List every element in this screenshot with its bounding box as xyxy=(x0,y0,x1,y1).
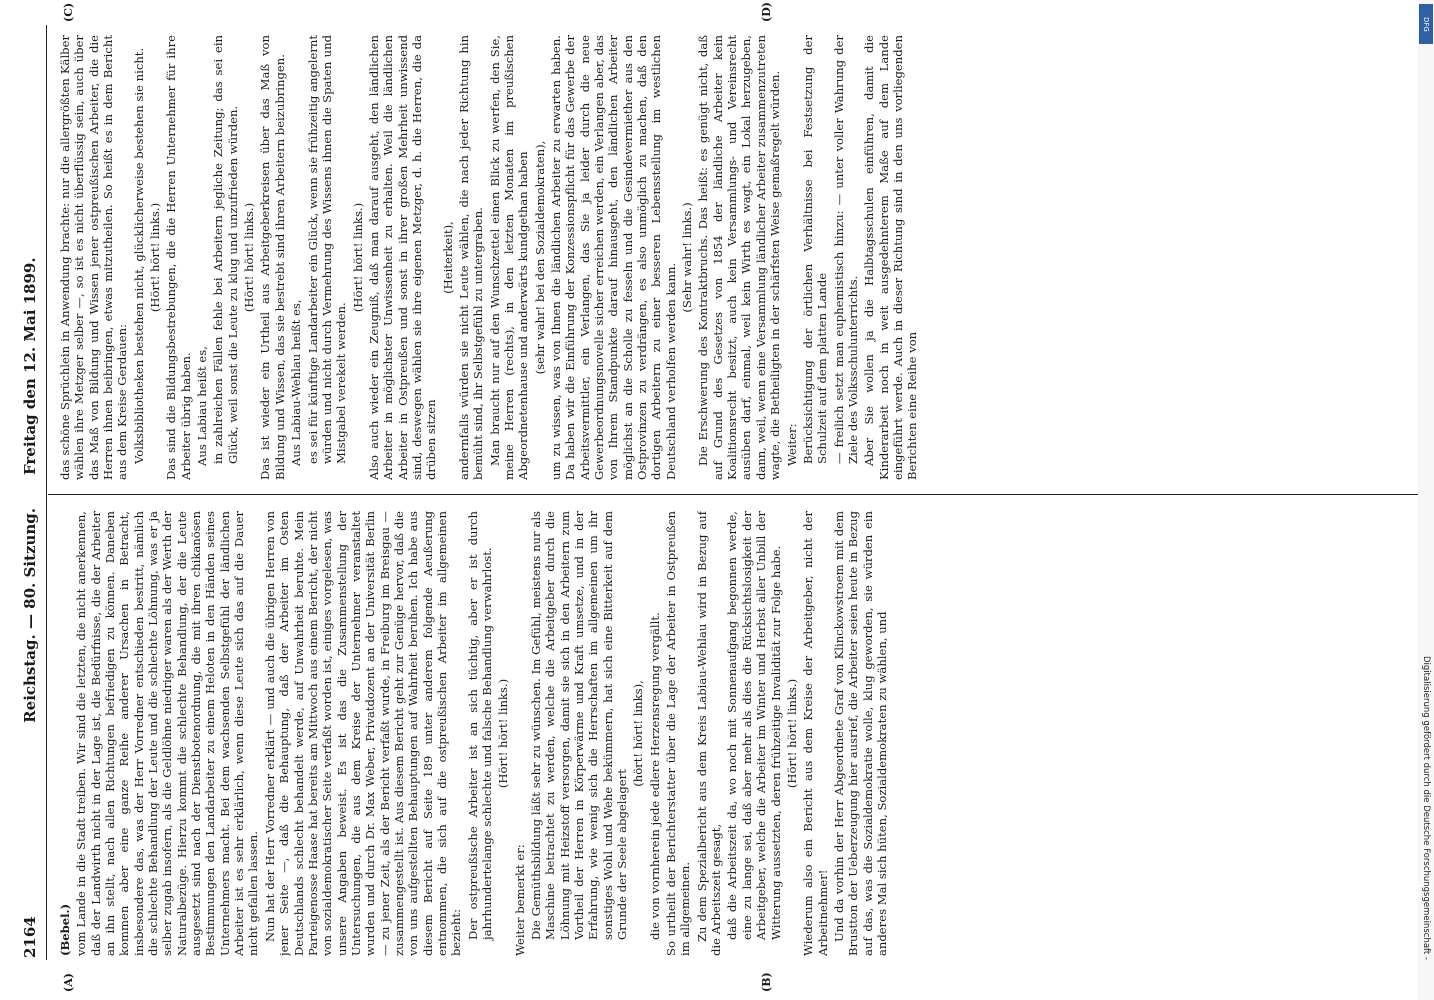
paragraph: Also auch wieder ein Zeugniß, daß man darauf ausgeht, den ländlichen Arbeiter in möglichster Unwissenheit zu erhalten. Weil die ländlichen Arbeiter in Ostpreußen und sonst in ihrer großen Mehrheit unwissend sind, deswegen wählen sie ihre eigenen Metzger, d. h. die Herren, die da drüben sitzen xyxy=(366,35,439,480)
header-right xyxy=(18,25,42,475)
margin-mark-d: (D) xyxy=(760,2,773,22)
paragraph: andernfalls würden sie nicht Leute wählen, die nach jeder Richtung hin bemüht sind, ihr Selbstgefühl zu untergraben. xyxy=(456,35,486,480)
paragraph: Man braucht nur auf den Wunschzettel einen Blick zu werfen, den Sie, meine Herren (rechts), in den letzten Monaten im preußischen Abgeordnetenhause und anderwärts kundgethan haben xyxy=(487,35,531,480)
column-divider xyxy=(48,494,1418,495)
speaker-label: (Bebel.) xyxy=(58,903,72,956)
paragraph: Aber Sie wollen ja die Halbtagsschulen einführen, damit die Kinderarbeit noch in weit ausgedehnterem Maße auf dem Lande eingeführt werde. Auch in dieser Richtung sind in den uns vorliegenden Berichten eine Reihe von xyxy=(862,35,920,480)
interjection: (hört! hört! links), xyxy=(631,680,646,787)
margin-mark-b: (B) xyxy=(760,972,773,992)
interjection: (Hört! hört! links.) xyxy=(496,678,511,789)
margin-mark-a: (A) xyxy=(62,973,75,992)
paragraph: Weiter: xyxy=(784,423,799,466)
quote: es sei für künftige Landarbeiter ein Glück, wenn sie frühzeitig angelernt würden und nicht durch Vermehrung des Wissens ihnen die Spaten und Mistgabel verekelt werden. xyxy=(305,35,349,464)
quote: — freilich setzt man euphemistisch hinzu: — unter voller Wahrung der Ziele des Volksschulunterrichts. xyxy=(831,35,860,464)
left-title: Reichstag. — 80. Sitzung. xyxy=(21,508,39,723)
paragraph: um zu wissen, was von Ihnen die ländlichen Arbeiter zu erwarten haben. Da haben wir die Einführung der Konzessionspflicht für das Gewerbe der Arbeitsvermittler, ein Verlangen, das Sie ja leider durch die neue Gewerbeordnungsnovelle sicher erreichen werden, ein Verlangen aber, das von Ihrem Standpunkte darauf hinausgeht, den ländlichen Arbeiter möglichst an die Scholle zu fesseln und die Gesindevermiether aus den Ostprovinzen zu verdrängen, es also unmöglich zu machen, daß den dortigen Arbeitern zu einer besseren Lebensstellung im westlichen Deutschland verholfen werden kann. xyxy=(549,35,678,480)
paragraph: Das ist wieder ein Urtheil aus Arbeitgeberkreisen über das Maß von Bildung und Wissen, das sie bestrebt sind ihren Arbeitern beizubringen. xyxy=(258,35,287,480)
interjection: (Hört! hört! links.) xyxy=(242,202,257,313)
left-column xyxy=(58,511,1418,956)
page-number: 2164 xyxy=(21,916,39,958)
interjection: (Hört! hört! links.) xyxy=(784,678,799,789)
paragraph: Weiter bemerkt er: xyxy=(512,844,527,956)
quote: Die Gemüthsbildung läßt sehr zu wünschen. Im Gefühl, meistens nur als Maschine betrachtet zu werden, welche die Arbeitgeber durch die Löhnung mit Heizstoff versorgen, damit sie sich in den Arbeitern zum Vortheil der Herren in Körperwärme und Kraft umsetze, und in der Erfahrung, wie wenig sich die Herrschaften im allgemeinen um ihr sonstiges Wohl und Wehe bekümmern, hat sich eine Bitterkeit auf dem Grunde der Seele abgelagert xyxy=(529,511,630,940)
interjection: (Hört! hört! links.) xyxy=(350,202,365,313)
quote: daß die Arbeitszeit da, wo noch mit Sonnenaufgang begonnen werde, eine zu lange sei, daß aber mehr als dies die Rücksichtslosigkeit der Arbeitgeber, welche die Arbeiter im Winter und Herbst aller Unbill der Witterung aussetzten, deren frühzeitige Invalidität zur Folge habe. xyxy=(725,511,783,940)
right-title: Freitag den 12. Mai 1899. xyxy=(21,257,39,475)
paragraph: Nun hat der Herr Vorredner erklärt — und auch die übrigen Herren von jener Seite —, daß die Behauptung, daß der Arbeiter im Osten Deutschlands schlecht behandelt werde, auf Unwahrheit beruhte. Mein Parteigenosse Haase hat bereits am Mittwoch aus einem Bericht, der nicht von sozialdemokratischer Seite verfaßt worden ist, einiges vorgelesen, was unsere Angaben beweist. Es ist das die Zusammenstellung der Untersuchungen, die aus dem Kreise der Unternehmer veranstaltet wurden und durch Dr. Max Weber, Privatdozent an der Universität Berlin — zu jener Zeit, als der Bericht verfaßt wurde, in Freiburg im Breisgau — zusammengestellt ist. Aus diesem Bericht geht zur Genüge hervor, daß die von uns aufgestellten Behauptungen auf Wahrheit beruhen. Ich habe aus diesem Bericht auf Seite 189 unter anderem folgende Aeußerung entnommen, die sich auf die ostpreußischen Arbeiter im allgemeinen bezieht: xyxy=(262,511,464,956)
paragraph: Zu dem Spezialbericht aus dem Kreis Labiau-Wehlau wird in Bezug auf die Arbeitszeit gesagt, xyxy=(694,511,724,956)
interjection: (Sehr wahr! links.) xyxy=(680,202,695,313)
paragraph: Wiederum also ein Bericht aus dem Kreise der Arbeitgeber, nicht der Arbeitnehmer! xyxy=(801,511,830,956)
interjection: (Heiterkeit), xyxy=(440,221,455,294)
header-rule xyxy=(46,25,47,960)
paragraph: Aus Labiau heißt es, xyxy=(195,346,210,466)
quote: in zahlreichen Fällen fehle bei Arbeitern jegliche Zeitung; das sei ein Glück, weil sonst die Leute zu klug und unzufrieden würden. xyxy=(211,35,240,464)
paragraph: Und da vorhin der Herr Abgeordnete Graf von Klinckowstroem mit dem Brustton der Ueberzeugung hier ausrief, die Arbeiter seien heute in Bezug auf das, was die Sozialdemokratie wolle, klug geworden, sie würden ein anderes Mal sich hüten, Sozialdemokraten zu wählen, und xyxy=(831,511,889,956)
quote: Volksbibliotheken bestehen nicht, glücklicherweise bestehen sie nicht. xyxy=(131,47,146,464)
quote: die von vornherein jede edlere Herzensregung vergällt. xyxy=(647,612,662,940)
interjection: (Hört! hört! links.) xyxy=(148,202,163,313)
paragraph: So urtheilt der Berichterstatter über die Lage der Arbeiter in Ostpreußen im allgemeinen. xyxy=(664,511,693,956)
sidebar-credit: Digitalisierung gefördert durch die Deutsche Forschungsgemeinschaft - xyxy=(1421,656,1431,960)
dfg-logo-icon: DFG xyxy=(1419,4,1433,44)
paragraph: vom Lande in die Stadt treiben. Wir sind die letzten, die nicht anerkennen, daß der Landwirth nicht in der Lage ist, die Bedürfnisse, die der Arbeiter an ihn stellt, nach allen Richtungen befriedigen zu können. Daneben kommen aber eine ganze Reihe anderer Ursachen in Betracht, insbesondere das, was der Herr Vorredner entschieden bestritt, nämlich die schlechte Behandlung der Leute und die schlechte Löhnung, was er ja selber zugab insofern, als die Geldlöhne niedriger waren als der Werth der Naturalbezüge. Hierzu kommt die schlechte Behandlung, der die Leute ausgesetzt sind nach der Dienstbotenordnung, die mit ihren chikanösen Bestimmungen den Landarbeiter zu einem Heloten in den Händen seines Unternehmers macht. Bei dem wachsenden Selbstgefühl der ländlichen Arbeiter ist es sehr erklärlich, wenn diese Leute sich das auf die Dauer nicht gefallen lassen. xyxy=(74,511,261,956)
paragraph: Das sind die Bildungsbestrebungen, die die Herren Unternehmer für ihre Arbeiter übrig haben. xyxy=(164,35,193,480)
interjection: (sehr wahr! bei den Sozialdemokraten), xyxy=(532,140,547,375)
right-column xyxy=(58,35,1418,480)
quote: Berücksichtigung der örtlichen Verhältnisse bei Festsetzung der Schulzeit auf dem platten Lande xyxy=(800,35,830,464)
digitization-sidebar xyxy=(1418,0,1434,1000)
quote: Der ostpreußische Arbeiter ist an sich tüchtig, aber er ist durch jahrhundertelange schlechte und falsche Behandlung verwahrlost. xyxy=(465,511,494,940)
margin-mark-c: (C) xyxy=(62,2,75,22)
header-left xyxy=(18,508,42,958)
paragraph: das schöne Sprüchlein in Anwendung brachte: nur die allergrößten Kälber wählen ihre Metzger selber —, so ist es nicht überflüssig sein, auch über das Maß von Bildung und Wissen jener ostpreußischen Arbeiter, die die Herren ihnen beibringen, etwas mitzutheilen. So heißt es in dem Bericht aus dem Kreise Gerdauen: xyxy=(58,35,130,480)
paragraph: Aus Labiau-Wehlau heißt es, xyxy=(289,299,304,466)
paragraph: Die Erschwerung des Kontraktbruchs. Das heißt: es genügt nicht, daß auf Grund des Gesetzes von 1854 der ländliche Arbeiter kein Koalitionsrecht besitzt, auch kein Versammlungs- und Vereinsrecht ausüben darf, einmal, weil kein Wirth es wagt, ein Lokal herzugeben, dann, weil, wenn eine Versammlung ländlicher Arbeiter zusammenzutreten wagte, die Betheiligten in der schärfsten Weise gemaßregelt würden. xyxy=(696,35,783,480)
